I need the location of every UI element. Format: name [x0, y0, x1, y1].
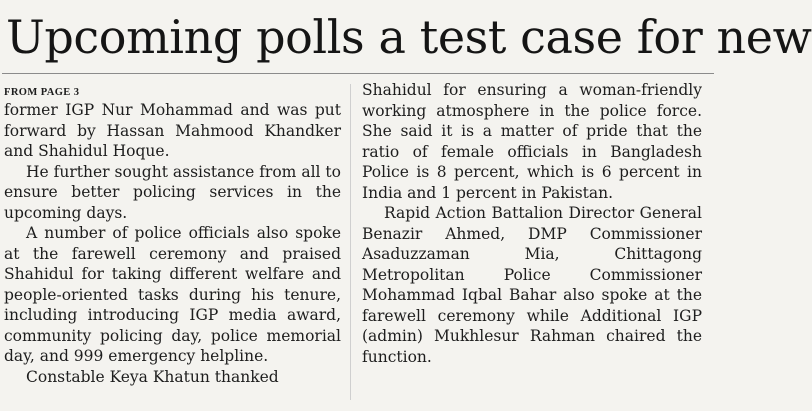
paragraph: He further sought assistance from all to ensure better policing services in the upcoming days. [4, 162, 341, 222]
continuation-kicker: FROM PAGE 3 [4, 87, 80, 98]
paragraph: Shahidul for ensuring a woman-friendly working atmosphere in the police force. She said it is a matter of pride that the ratio of female officials in Bangladesh Police is 8 percent, which is 6 percent in India and 1 percent in Pakistan. [362, 81, 702, 202]
column-divider [350, 84, 351, 400]
article-column-left [4, 80, 341, 387]
paragraph: A number of police officials also spoke at the farewell ceremony and praised Shahidul for taking different welfare and people-oriented tasks during his tenure, including introducing IGP media award, community policing day, police memorial day, and 999 emergency helpline. [4, 224, 341, 365]
article-headline: Upcoming polls a test case for new [6, 10, 812, 64]
headline-rule [2, 73, 714, 74]
paragraph: Rapid Action Battalion Director General Benazir Ahmed, DMP Commissioner Asaduzzaman Mia, Chittagong Metropolitan Police Commissioner Mohammad Iqbal Bahar also spoke at the farewell ceremony while Additional IGP (admin) Mukhlesur Rahman chaired the function. [362, 204, 702, 366]
article-column-right [362, 80, 702, 367]
paragraph: former IGP Nur Mohammad and was put forward by Hassan Mahmood Khandker and Shahidul Hoque. [4, 101, 341, 160]
paragraph: Constable Keya Khatun thanked [26, 367, 279, 386]
